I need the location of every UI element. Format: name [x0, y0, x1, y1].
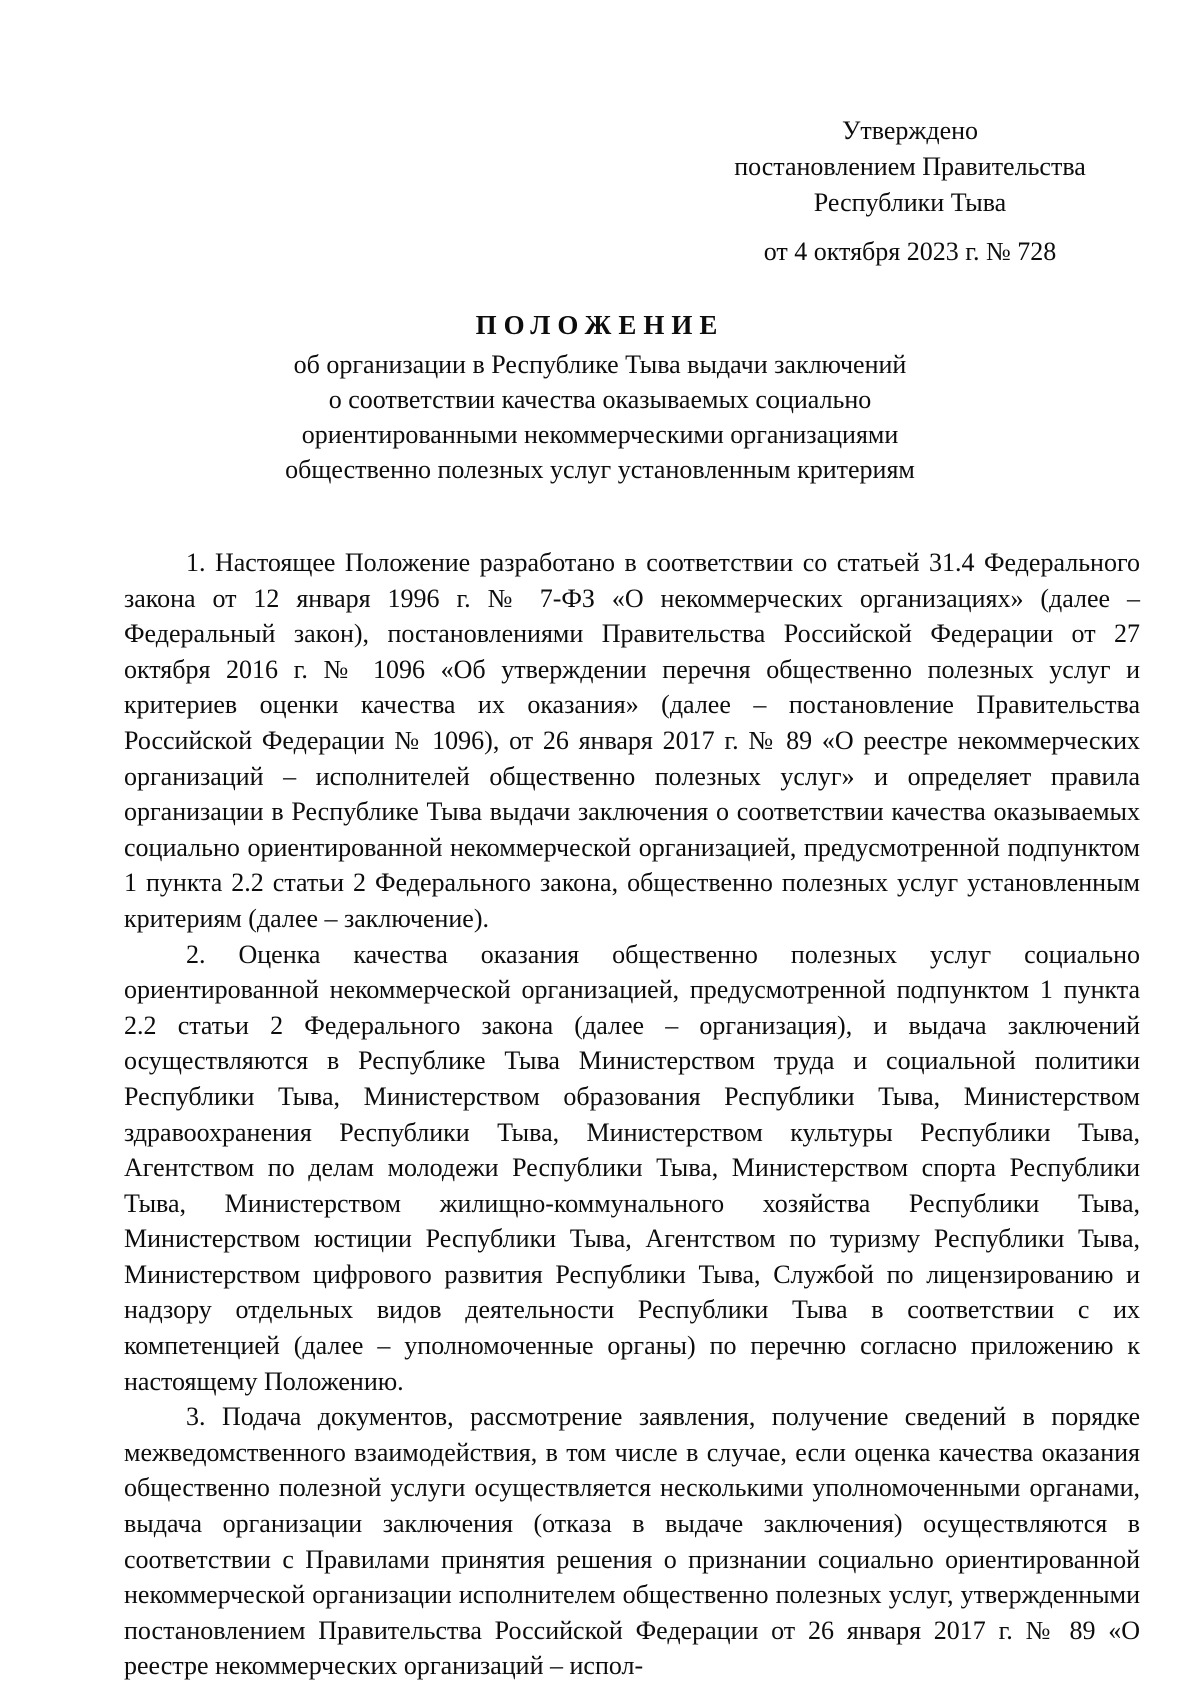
subtitle-line: о соответствии качества оказываемых социально: [328, 385, 872, 414]
approval-date: от 4 октября 2023 г. № 728: [763, 237, 1057, 266]
approval-line: постановлением Правительства: [734, 152, 1086, 181]
approval-line: Утверждено: [841, 116, 979, 145]
paragraph: 3. Подача документов, рассмотрение заявления, получение сведений в порядке межведомственного взаимодействия, в том числе в случае, если оценка качества оказания общественно полезной услуги осуществляется несколькими уполномоченными органами, выдача организации заключения (отказа в выдаче заключения) осуществляются в соответствии с Правилами принятия решения о признании социально ориентированной некоммерческой организации исполнителем общественно полезных услуг, утвержденными постановлением Правительства Российской Федерации от 26 января 2017 г. № 89 «О реестре некоммерческих организаций – испол-: [124, 1402, 1140, 1681]
document-body: [124, 545, 1140, 1684]
document-title: ПОЛОЖЕНИЕ: [475, 310, 725, 340]
approval-line: Республики Тыва: [813, 188, 1007, 217]
paragraph: 2. Оценка качества оказания общественно полезных услуг социально ориентированной некоммерческой организацией, предусмотренной подпунктом 1 пункта 2.2 статьи 2 Федерального закона (далее – организация), и выдача заключений осуществляются в Республике Тыва Министерством труда и социальной политики Республики Тыва, Министерством образования Республики Тыва, Министерством здравоохранения Республики Тыва, Министерством культуры Республики Тыва, Агентством по делам молодежи Республики Тыва, Министерством спорта Республики Тыва, Министерством жилищно-коммунального хозяйства Республики Тыва, Министерством юстиции Республики Тыва, Агентством по туризму Республики Тыва, Министерством цифрового развития Республики Тыва, Службой по лицензированию и надзору отдельных видов деятельности Республики Тыва в соответствии с их компетенцией (далее – уполномоченные органы) по перечню согласно приложению к настоящему Положению.: [124, 939, 1140, 1396]
document-subtitle: [200, 347, 1000, 487]
subtitle-line: общественно полезных услуг установленным критериям: [285, 455, 915, 484]
paragraph: 1. Настоящее Положение разработано в соответствии со статьей 31.4 Федерального закона от 12 января 1996 г. № 7-ФЗ «О некоммерческих организациях» (далее – Федеральный закон), постановлениями Правительства Российской Федерации от 27 октября 2016 г. № 1096 «Об утверждении перечня общественно полезных услуг и критериев оценки качества их оказания» (далее – постановление Правительства Российской Федерации № 1096), от 26 января 2017 г. № 89 «О реестре некоммерческих организаций – исполнителей общественно полезных услуг» и определяет правила организации в Республике Тыва выдачи заключения о соответствии качества оказываемых социально ориентированной некоммерческой организацией, предусмотренной подпунктом 1 пункта 2.2 статьи 2 Федерального закона, общественно полезных услуг установленным критериям (далее – заключение).: [124, 548, 1140, 933]
approval-stamp: [700, 113, 1120, 270]
subtitle-line: об организации в Республике Тыва выдачи заключений: [293, 350, 907, 379]
title-block: [200, 308, 1000, 487]
subtitle-line: ориентированными некоммерческими организациями: [301, 420, 899, 449]
